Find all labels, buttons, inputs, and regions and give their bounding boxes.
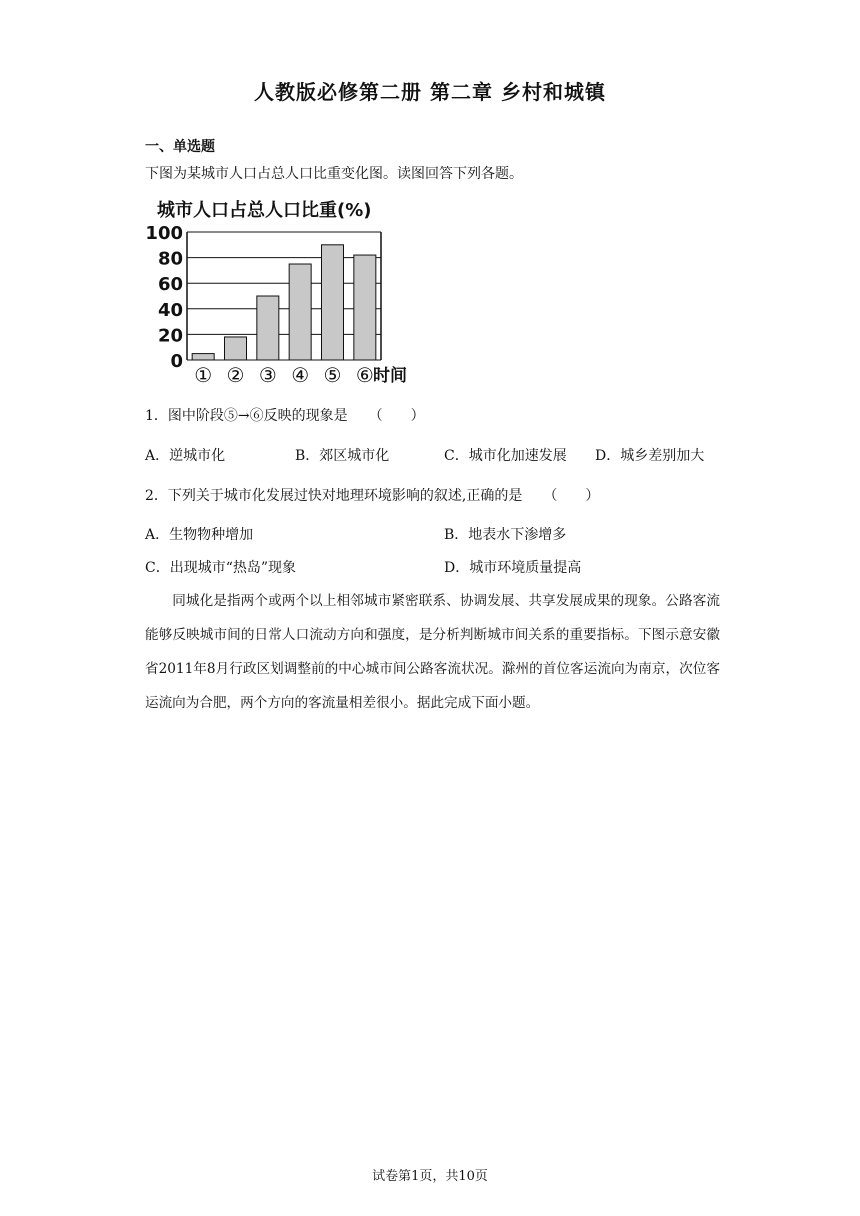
question-2-option-a[interactable]: A．生物物种增加 <box>145 527 254 543</box>
x-tick-label: ④ <box>291 363 310 387</box>
bar-1 <box>192 354 214 360</box>
passage-text: 同城化是指两个或两个以上相邻城市紧密联系、协调发展、共享发展成果的现象。公路客流能够反映城市间的日常人口流动方向和强度，是分析判断城市间关系的重要指标。下图示意安徽省2011年8月行政区划调整前的中心城市间公路客流状况。滁州的首位客运流向为南京，次位客运流向为合肥，两个方向的客流量相差很小。据此完成下面小题。 <box>145 593 720 711</box>
x-tick-label: ② <box>226 363 245 387</box>
page-title: 人教版必修第二册 第二章 乡村和城镇 <box>254 80 606 104</box>
y-tick-label: 20 <box>157 325 183 347</box>
x-tick-label: ① <box>194 363 213 387</box>
x-tick-label: ⑤ <box>323 363 342 387</box>
bar-4 <box>289 264 311 360</box>
question-2-option-b[interactable]: B．地表水下渗增多 <box>444 527 567 543</box>
chart-title: 城市人口占总人口比重(%) <box>157 200 372 221</box>
reading-passage <box>145 584 720 720</box>
intro-text: 下图为某城市人口占总人口比重变化图。读图回答下列各题。 <box>145 166 523 182</box>
question-2-stem: 2．下列关于城市化发展过快对地理环境影响的叙述,正确的是 （ ） <box>145 488 600 504</box>
page-footer: 试卷第1页，共10页 <box>372 1169 488 1184</box>
bar-6 <box>354 255 376 360</box>
question-1-stem: 1．图中阶段⑤→⑥反映的现象是 （ ） <box>145 408 425 424</box>
y-tick-label: 100 <box>145 223 183 244</box>
y-tick-label: 60 <box>157 274 183 296</box>
bar-3 <box>257 296 279 360</box>
question-2-option-d[interactable]: D．城市环境质量提高 <box>444 560 582 576</box>
bar-2 <box>225 337 247 360</box>
question-1-option-d[interactable]: D．城乡差别加大 <box>595 448 705 464</box>
section-heading: 一、单选题 <box>145 139 215 155</box>
x-tick-label: ③ <box>258 363 277 387</box>
x-tick-label: ⑥ <box>355 363 374 387</box>
question-1-option-c[interactable]: C．城市化加速发展 <box>444 448 567 464</box>
y-tick-label: 40 <box>157 299 183 321</box>
bar-5 <box>322 245 344 360</box>
question-2-option-c[interactable]: C．出现城市“热岛”现象 <box>145 560 297 576</box>
question-1-option-a[interactable]: A．逆城市化 <box>145 448 226 464</box>
y-tick-label: 80 <box>157 248 183 270</box>
bar-chart <box>145 192 425 392</box>
question-1-option-b[interactable]: B．郊区城市化 <box>295 448 390 464</box>
y-tick-label: 0 <box>170 351 183 372</box>
x-axis-label: 时间 <box>373 366 407 386</box>
